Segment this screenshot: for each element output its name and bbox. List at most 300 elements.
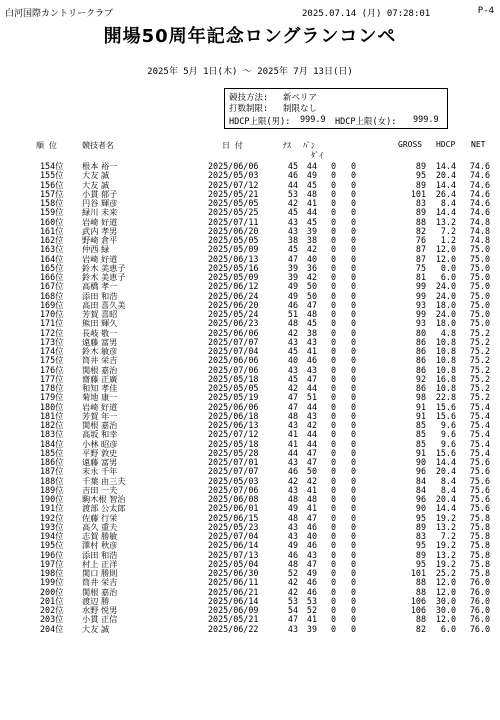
rank: 165位 [40, 262, 64, 273]
gross: 81 [415, 272, 426, 282]
net: 75.0 [469, 272, 490, 282]
rank: 164位 [40, 253, 64, 264]
hdcp: 15.6 [435, 447, 456, 458]
player-name: 齋藤 正廣 [82, 373, 118, 384]
in-score: 44 [306, 161, 317, 171]
hdcp: 14.4 [435, 207, 456, 218]
extra-2: 0 [350, 327, 356, 338]
gross: 75 [415, 262, 426, 273]
extra-1: 0 [330, 494, 336, 504]
extra-2: 0 [350, 577, 356, 588]
in-score: 47 [306, 558, 317, 569]
in-score: 38 [306, 235, 317, 245]
player-name: 筒井 栄吉 [82, 577, 118, 588]
hdcp: 25.2 [435, 568, 456, 578]
extra-1: 0 [330, 577, 336, 588]
player-name: 熊田 輝久 [82, 318, 118, 329]
rank: 173位 [40, 336, 64, 347]
net: 75.6 [469, 494, 490, 504]
date: 2025/05/18 [208, 373, 259, 384]
extra-1: 0 [330, 401, 336, 412]
hdcp: 15.6 [435, 401, 456, 412]
hdcp: 4.8 [440, 327, 456, 338]
in-score: 41 [306, 614, 317, 625]
extra-2: 0 [350, 281, 356, 292]
net: 75.6 [469, 503, 490, 514]
gross: 95 [415, 540, 426, 551]
in-score: 36 [306, 262, 317, 273]
extra-1: 0 [330, 373, 336, 384]
player-name: 千葉 由三夫 [82, 475, 126, 486]
gross: 98 [415, 392, 426, 403]
rank: 196位 [40, 549, 64, 560]
date: 2025/06/12 [208, 281, 259, 292]
gross: 84 [415, 475, 426, 486]
net: 75.2 [469, 364, 490, 375]
net: 75.4 [469, 447, 490, 458]
player-name: 小貫 郁子 [82, 188, 118, 199]
gross: 99 [415, 309, 426, 319]
gross: 89 [415, 521, 426, 532]
extra-1: 0 [330, 447, 336, 458]
hdcp: 30.0 [435, 595, 456, 606]
net: 75.4 [469, 438, 490, 449]
out-score: 46 [287, 170, 298, 181]
extra-2: 0 [350, 457, 356, 467]
player-name: 菊地 康一 [82, 392, 118, 403]
extra-1: 0 [330, 383, 336, 393]
extra-2: 0 [350, 401, 356, 412]
hdcp: 12.0 [435, 586, 456, 597]
out-score: 39 [287, 272, 298, 282]
col-hdcp: HDCP [436, 140, 456, 149]
col-dai: ﾀﾞｲ [311, 151, 323, 160]
player-name: 添田 和浩 [82, 549, 118, 560]
player-name: 根本 裕一 [82, 161, 118, 171]
net: 75.0 [469, 318, 490, 329]
rank: 166位 [40, 272, 64, 282]
net: 75.4 [469, 410, 490, 421]
player-name: 高橋 孝一 [82, 281, 118, 292]
extra-2: 0 [350, 244, 356, 255]
rank: 188位 [40, 475, 64, 486]
player-name: 添田 和浩 [82, 290, 118, 301]
extra-2: 0 [350, 373, 356, 384]
player-name: 芳賀 年一 [82, 410, 118, 421]
extra-1: 0 [330, 244, 336, 255]
player-name: 村上 正洋 [82, 558, 118, 569]
club-name: 白河国際カントリークラブ [5, 9, 114, 19]
rank: 203位 [40, 614, 64, 625]
extra-2: 0 [350, 494, 356, 504]
net: 75.4 [469, 420, 490, 430]
extra-1: 0 [330, 161, 336, 171]
date: 2025/06/06 [208, 161, 259, 171]
in-score: 44 [306, 401, 317, 412]
out-score: 54 [287, 605, 298, 615]
player-name: 筒井 栄吉 [82, 355, 118, 366]
net: 74.6 [469, 207, 490, 218]
hdcp: 9.6 [440, 429, 456, 440]
extra-2: 0 [350, 309, 356, 319]
rank: 179位 [40, 392, 64, 403]
net: 75.8 [469, 540, 490, 551]
hdcp: 6.0 [440, 623, 456, 634]
net: 75.8 [469, 568, 490, 578]
rank: 197位 [40, 558, 64, 569]
in-score: 40 [306, 253, 317, 264]
net: 75.8 [469, 549, 490, 560]
extra-2: 0 [350, 484, 356, 495]
rank: 195位 [40, 540, 64, 551]
hdcp-female-value: 999.9 [413, 115, 439, 125]
extra-2: 0 [350, 420, 356, 430]
date: 2025/07/04 [208, 531, 259, 541]
date: 2025/06/06 [208, 355, 259, 366]
date: 2025/05/21 [208, 614, 259, 625]
out-score: 43 [287, 531, 298, 541]
rank: 163位 [40, 244, 64, 255]
extra-2: 0 [350, 216, 356, 227]
in-score: 46 [306, 577, 317, 588]
col-gross: GROSS [398, 140, 423, 149]
date: 2025/06/22 [208, 623, 259, 634]
extra-2: 0 [350, 188, 356, 199]
extra-1: 0 [330, 235, 336, 245]
out-score: 45 [287, 207, 298, 218]
in-score: 50 [306, 281, 317, 292]
extra-2: 0 [350, 429, 356, 440]
rank: 168位 [40, 290, 64, 301]
player-name: 武内 孝男 [82, 225, 118, 236]
extra-1: 0 [330, 558, 336, 569]
gross: 80 [415, 327, 426, 338]
date: 2025/06/06 [208, 327, 259, 338]
net: 75.2 [469, 336, 490, 347]
out-score: 45 [287, 346, 298, 356]
date: 2025/06/20 [208, 299, 259, 310]
hdcp: 12.0 [435, 577, 456, 588]
out-score: 47 [287, 401, 298, 412]
date: 2025/06/23 [208, 318, 259, 329]
limit-value: 制限なし [283, 104, 318, 114]
date: 2025/06/30 [208, 568, 259, 578]
hdcp: 10.8 [435, 383, 456, 393]
hdcp-male-label: HDCP上限(男): [229, 117, 291, 127]
results-table [0, 162, 500, 634]
out-score: 46 [287, 466, 298, 477]
hdcp: 6.0 [440, 272, 456, 282]
extra-2: 0 [350, 521, 356, 532]
hdcp: 24.0 [435, 309, 456, 319]
rank: 185位 [40, 447, 64, 458]
player-name: 高坂 和幸 [82, 429, 118, 440]
rank: 191位 [40, 503, 64, 514]
out-score: 48 [287, 558, 298, 569]
player-name: 遠藤 富男 [82, 457, 118, 467]
method-value: 新ペリア [283, 93, 318, 103]
extra-1: 0 [330, 281, 336, 292]
date: 2025/06/14 [208, 540, 259, 551]
player-name: 円谷 輝彦 [82, 198, 118, 208]
player-name: 大友 誠 [82, 170, 110, 181]
date: 2025/05/05 [208, 383, 259, 393]
hdcp: 12.0 [435, 614, 456, 625]
extra-2: 0 [350, 438, 356, 449]
date: 2025/06/21 [208, 586, 259, 597]
out-score: 42 [287, 198, 298, 208]
extra-1: 0 [330, 512, 336, 523]
gross: 86 [415, 355, 426, 366]
extra-2: 0 [350, 207, 356, 218]
extra-2: 0 [350, 531, 356, 541]
player-name: 長岐 敬一 [82, 327, 118, 338]
player-name: 高田 喜久美 [82, 299, 126, 310]
date: 2025/07/11 [208, 216, 259, 227]
extra-2: 0 [350, 558, 356, 569]
in-score: 51 [306, 392, 317, 403]
extra-2: 0 [350, 299, 356, 310]
gross: 89 [415, 207, 426, 218]
rank: 204位 [40, 623, 64, 634]
out-score: 47 [287, 253, 298, 264]
extra-2: 0 [350, 346, 356, 356]
extra-2: 0 [350, 512, 356, 523]
net: 74.6 [469, 188, 490, 199]
out-score: 42 [287, 383, 298, 393]
hdcp: 0.0 [440, 262, 456, 273]
hdcp: 24.0 [435, 290, 456, 301]
in-score: 50 [306, 290, 317, 301]
extra-2: 0 [350, 549, 356, 560]
hdcp: 14.4 [435, 503, 456, 514]
rank: 161位 [40, 225, 64, 236]
gross: 88 [415, 216, 426, 227]
net: 75.8 [469, 521, 490, 532]
player-name: 小貫 正信 [82, 614, 118, 625]
net: 75.8 [469, 512, 490, 523]
net: 74.8 [469, 235, 490, 245]
extra-1: 0 [330, 429, 336, 440]
extra-1: 0 [330, 225, 336, 236]
hdcp: 8.4 [440, 475, 456, 486]
rank: 158位 [40, 198, 64, 208]
extra-2: 0 [350, 235, 356, 245]
in-score: 41 [306, 503, 317, 514]
extra-2: 0 [350, 318, 356, 329]
rank: 192位 [40, 512, 64, 523]
extra-2: 0 [350, 410, 356, 421]
gross: 85 [415, 420, 426, 430]
in-score: 48 [306, 494, 317, 504]
player-name: 関口 勝則 [82, 568, 118, 578]
extra-2: 0 [350, 623, 356, 634]
extra-1: 0 [330, 188, 336, 199]
in-score: 48 [306, 188, 317, 199]
extra-1: 0 [330, 521, 336, 532]
date: 2025/06/13 [208, 420, 259, 430]
hdcp: 8.4 [440, 484, 456, 495]
player-name: 岩崎 好道 [82, 253, 118, 264]
rank: 162位 [40, 235, 64, 245]
out-score: 43 [287, 216, 298, 227]
in-score: 44 [306, 383, 317, 393]
table-row [0, 625, 500, 634]
out-score: 53 [287, 595, 298, 606]
net: 75.2 [469, 383, 490, 393]
extra-2: 0 [350, 364, 356, 375]
extra-2: 0 [350, 466, 356, 477]
rules-box [224, 88, 448, 129]
hdcp: 18.0 [435, 318, 456, 329]
gross: 95 [415, 170, 426, 181]
date: 2025/05/05 [208, 235, 259, 245]
extra-2: 0 [350, 383, 356, 393]
net: 74.8 [469, 216, 490, 227]
out-score: 43 [287, 225, 298, 236]
hdcp: 22.8 [435, 392, 456, 403]
extra-1: 0 [330, 299, 336, 310]
extra-2: 0 [350, 586, 356, 597]
hdcp: 13.2 [435, 549, 456, 560]
net: 76.0 [469, 623, 490, 634]
net: 75.6 [469, 466, 490, 477]
out-score: 52 [287, 568, 298, 578]
extra-1: 0 [330, 503, 336, 514]
in-score: 45 [306, 179, 317, 190]
in-score: 39 [306, 623, 317, 634]
date: 2025/07/12 [208, 429, 259, 440]
date: 2025/07/07 [208, 336, 259, 347]
extra-2: 0 [350, 170, 356, 181]
out-score: 46 [287, 549, 298, 560]
net: 76.0 [469, 614, 490, 625]
gross: 90 [415, 503, 426, 514]
in-score: 48 [306, 309, 317, 319]
hdcp: 12.0 [435, 253, 456, 264]
gross: 89 [415, 549, 426, 560]
gross: 86 [415, 346, 426, 356]
gross: 91 [415, 401, 426, 412]
extra-1: 0 [330, 549, 336, 560]
rank: 169位 [40, 299, 64, 310]
gross: 106 [410, 595, 426, 606]
date: 2025/05/21 [208, 188, 259, 199]
gross: 91 [415, 447, 426, 458]
date: 2025/06/20 [208, 225, 259, 236]
extra-1: 0 [330, 623, 336, 634]
player-name: 佐藤 行栄 [82, 512, 118, 523]
hdcp: 7.2 [440, 531, 456, 541]
date: 2025/06/08 [208, 494, 259, 504]
player-name: 大友 誠 [82, 623, 110, 634]
date: 2025/05/28 [208, 447, 259, 458]
rank: 183位 [40, 429, 64, 440]
out-score: 40 [287, 355, 298, 366]
player-name: 小林 昭彦 [82, 438, 118, 449]
date: 2025/06/11 [208, 577, 259, 588]
extra-1: 0 [330, 568, 336, 578]
extra-1: 0 [330, 253, 336, 264]
gross: 96 [415, 466, 426, 477]
gross: 106 [410, 605, 426, 615]
out-score: 48 [287, 410, 298, 421]
extra-1: 0 [330, 216, 336, 227]
hdcp: 12.0 [435, 244, 456, 255]
in-score: 52 [306, 605, 317, 615]
in-score: 45 [306, 216, 317, 227]
page-title: 開場50周年記念ロングランコンペ [103, 26, 397, 47]
net: 75.2 [469, 392, 490, 403]
extra-2: 0 [350, 392, 356, 403]
rank: 199位 [40, 577, 64, 588]
rank: 170位 [40, 309, 64, 319]
hdcp: 19.2 [435, 558, 456, 569]
rank: 181位 [40, 410, 64, 421]
net: 75.0 [469, 262, 490, 273]
out-score: 48 [287, 512, 298, 523]
rank: 156位 [40, 179, 64, 190]
net: 74.6 [469, 170, 490, 181]
out-score: 43 [287, 336, 298, 347]
extra-1: 0 [330, 309, 336, 319]
player-name: 岩崎 好道 [82, 401, 118, 412]
out-score: 43 [287, 457, 298, 467]
date: 2025/05/24 [208, 309, 259, 319]
player-name: 大友 誠 [82, 179, 110, 190]
in-score: 41 [306, 484, 317, 495]
player-name: 緑川 未来 [82, 207, 118, 218]
date: 2025/05/09 [208, 272, 259, 282]
net: 75.6 [469, 475, 490, 486]
out-score: 43 [287, 521, 298, 532]
date: 2025/05/05 [208, 198, 259, 208]
rank: 172位 [40, 327, 64, 338]
net: 74.6 [469, 161, 490, 171]
out-score: 43 [287, 484, 298, 495]
player-name: 澤村 秋彦 [82, 540, 118, 551]
gross: 86 [415, 336, 426, 347]
date: 2025/07/06 [208, 484, 259, 495]
extra-2: 0 [350, 595, 356, 606]
extra-2: 0 [350, 290, 356, 301]
extra-1: 0 [330, 410, 336, 421]
out-score: 42 [287, 586, 298, 597]
extra-1: 0 [330, 392, 336, 403]
extra-2: 0 [350, 614, 356, 625]
net: 75.0 [469, 281, 490, 292]
date: 2025/07/13 [208, 549, 259, 560]
hdcp: 14.4 [435, 457, 456, 467]
date: 2025/05/18 [208, 438, 259, 449]
rank: 180位 [40, 401, 64, 412]
hdcp-female-label: HDCP上限(女): [335, 117, 397, 127]
limit-label: 打数制限: [229, 104, 269, 114]
date: 2025/06/01 [208, 503, 259, 514]
player-name: 仲西 緑 [82, 244, 110, 255]
extra-1: 0 [330, 586, 336, 597]
hdcp: 19.2 [435, 512, 456, 523]
gross: 99 [415, 281, 426, 292]
out-score: 49 [287, 540, 298, 551]
net: 75.6 [469, 484, 490, 495]
competition-period: 2025年 5月 1日(木) ～ 2025年 7月 13日(日) [147, 67, 353, 77]
out-score: 41 [287, 429, 298, 440]
in-score: 49 [306, 568, 317, 578]
in-score: 43 [306, 336, 317, 347]
gross: 95 [415, 512, 426, 523]
extra-2: 0 [350, 198, 356, 208]
